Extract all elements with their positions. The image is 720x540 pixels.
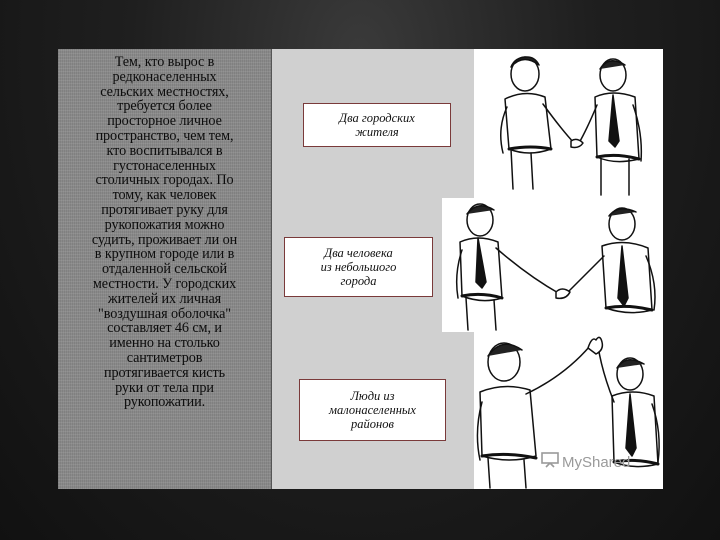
illustration-town-handshake xyxy=(442,198,663,332)
caption-city-dwellers: Два городских жителя xyxy=(303,103,451,147)
caption-rural-areas: Люди из малонаселенных районов xyxy=(299,379,446,441)
text-panel xyxy=(58,49,272,489)
caption-small-town: Два человека из небольшого города xyxy=(284,237,433,297)
illustration-city-handshake xyxy=(483,49,663,197)
watermark-label: MyShared xyxy=(562,453,631,471)
body-paragraph: Тем, кто вырос в редконаселенных сельских местностях, требуется более просторное личное пространство, чем тем, кто воспитывался в густонаселенных столичных городах. По тому, как человек протягивает руку для рукопожатия можно судить, проживает ли он в крупном городе или в отдаленной сельской местности. У городских жителей их личная "воздушная оболочка" составляет 46 см, и именно на столько сантиметров протягивается кисть руки от тела при рукопожатии. xyxy=(91,54,238,411)
slide xyxy=(58,49,663,489)
watermark xyxy=(541,452,630,472)
presentation-board-icon xyxy=(541,452,559,472)
